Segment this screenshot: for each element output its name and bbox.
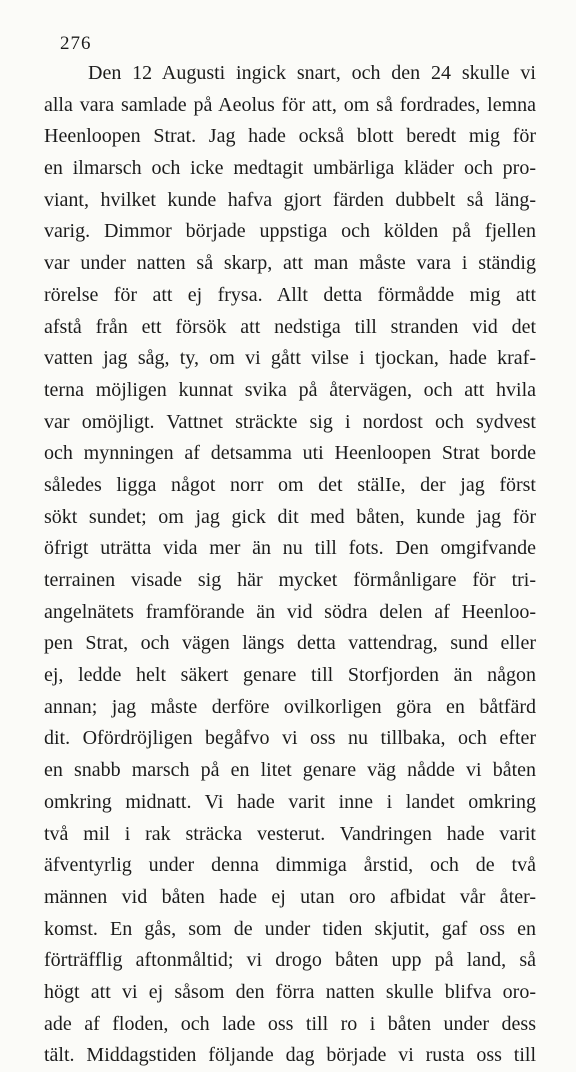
text-line: afstå från ett försök att nedstiga till stranden vid det <box>44 315 536 338</box>
text-line: ej, ledde helt säkert genare till Storfjorden än någon <box>44 664 536 687</box>
text-line: ade af floden, och lade oss till ro i båten under dess <box>44 1012 536 1035</box>
text-line: männen vid båten hade ej utan oro afbidat vår åter- <box>44 885 536 908</box>
text-line: Den 12 Augusti ingick snart, och den 24 skulle vi <box>88 62 536 84</box>
text-line: en ilmarsch och icke medtagit umbärliga kläder och pro- <box>44 157 536 180</box>
text-line: dit. Ofördröjligen begåfvo vi oss nu tillbaka, och efter <box>44 727 536 750</box>
text-line: förträfflig aftonmåltid; vi drogo båten upp på land, så <box>44 949 536 972</box>
text-line: och mynningen af detsamma uti Heenloopen Strat borde <box>44 442 536 465</box>
text-line: komst. En gås, som de under tiden skjutit, gaf oss en <box>44 917 536 940</box>
text-line: högt att vi ej såsom den förra natten skulle blifva oro- <box>44 980 536 1003</box>
text-line: alla vara samlade på Aeolus för att, om så fordrades, lemna <box>44 93 536 116</box>
text-line: sökt sundet; om jag gick dit med båten, kunde jag för <box>44 505 536 528</box>
text-line: tält. Middagstiden följande dag började vi rusta oss till <box>44 1044 536 1067</box>
text-line: omkring midnatt. Vi hade varit inne i landet omkring <box>44 790 536 813</box>
text-line: terna möjligen kunnat svika på återvägen, och att hvila <box>44 378 536 401</box>
text-line: annan; jag måste derföre ovilkorligen göra en båtfärd <box>44 695 536 718</box>
text-line: viant, hvilket kunde hafva gjort färden dubbelt så läng- <box>44 188 536 211</box>
text-line: rörelse för att ej frysa. Allt detta förmådde mig att <box>44 283 536 306</box>
text-line: terrainen visade sig här mycket förmånligare för tri- <box>44 569 536 591</box>
text-line: äfventyrlig under denna dimmiga årstid, och de två <box>44 854 536 877</box>
text-line: öfrigt uträtta vida mer än nu till fots. Den omgifvande <box>44 537 536 560</box>
body-text <box>44 58 536 1072</box>
text-line: pen Strat, och vägen längs detta vattendrag, sund eller <box>44 632 536 655</box>
page-number: 276 <box>60 33 92 54</box>
text-line: en snabb marsch på en litet genare väg nådde vi båten <box>44 759 536 782</box>
text-line: Heenloopen Strat. Jag hade också blott beredt mig för <box>44 125 536 148</box>
text-line: angelnätets framförande än vid södra delen af Heenloo- <box>44 600 536 623</box>
text-line: var under natten så skarp, att man måste vara i ständig <box>44 252 536 275</box>
text-line: vatten jag såg, ty, om vi gått vilse i tjockan, hade kraf- <box>44 347 536 370</box>
text-line: således ligga något norr om det stälIe, der jag först <box>44 473 536 496</box>
text-line: två mil i rak sträcka vesterut. Vandringen hade varit <box>44 822 536 845</box>
text-line: var omöjligt. Vattnet sträckte sig i nordost och sydvest <box>44 410 536 433</box>
text-line: varig. Dimmor började uppstiga och kölden på fjellen <box>44 220 536 243</box>
